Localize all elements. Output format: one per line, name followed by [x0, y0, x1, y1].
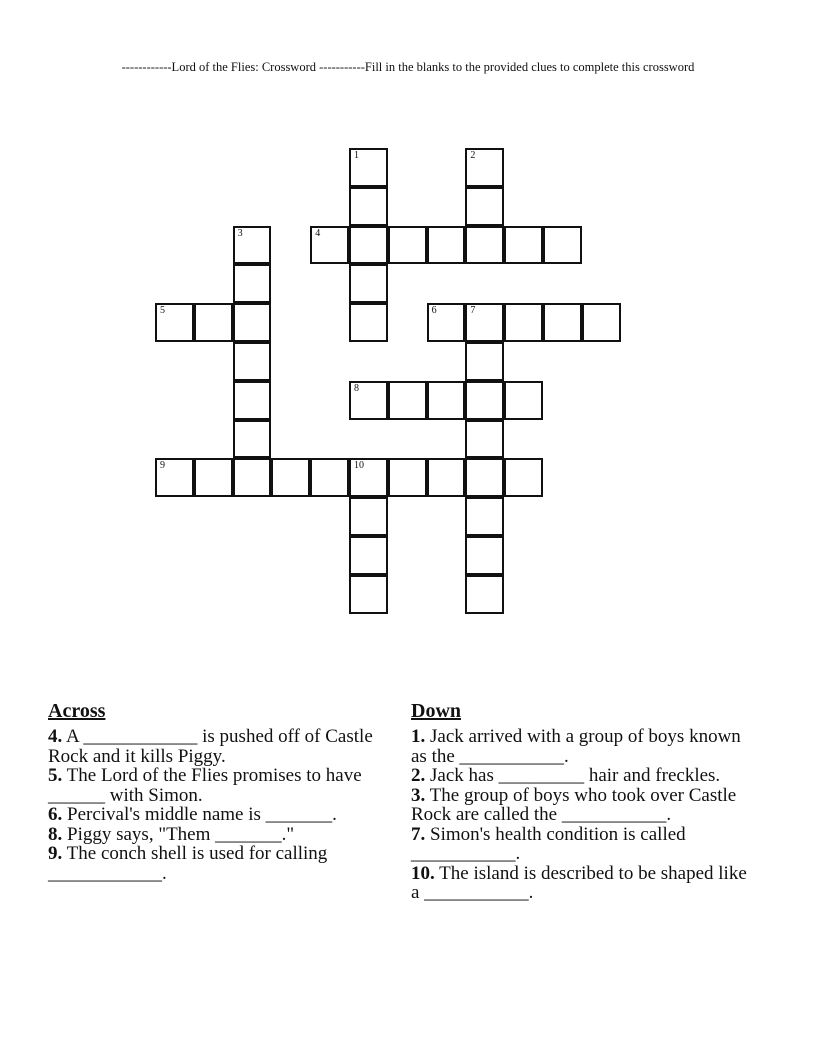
crossword-cell[interactable]: [233, 264, 272, 303]
crossword-cell[interactable]: [233, 226, 272, 265]
crossword-cell[interactable]: [465, 420, 504, 459]
crossword-cell[interactable]: [194, 458, 233, 497]
clue-number: 7.: [411, 823, 426, 845]
crossword-cell[interactable]: [233, 420, 272, 459]
clue-number: 10.: [411, 862, 435, 884]
cell-number: 10: [354, 460, 364, 472]
clue-across-9: [48, 844, 388, 883]
cell-number: 7: [470, 305, 476, 317]
crossword-cell[interactable]: [465, 497, 504, 536]
crossword-cell[interactable]: [233, 381, 272, 420]
crossword-cell[interactable]: [465, 303, 504, 342]
crossword-cell[interactable]: [465, 148, 504, 187]
crossword-cell[interactable]: [427, 381, 466, 420]
clue-text: Simon's health condition is called ___________.: [411, 823, 686, 864]
clue-down-7: [411, 825, 751, 864]
cell-number: 2: [470, 150, 476, 161]
crossword-cell[interactable]: [233, 458, 272, 497]
crossword-cell[interactable]: [504, 226, 543, 265]
clue-number: 1.: [411, 726, 426, 747]
crossword-cell[interactable]: [582, 303, 621, 342]
crossword-cell[interactable]: [233, 342, 272, 381]
cell-number: 3: [237, 227, 243, 239]
clue-text: The conch shell is used for calling ____________.: [48, 843, 328, 884]
clue-number: 8.: [48, 823, 63, 845]
across-clues: [48, 700, 388, 883]
crossword-cell[interactable]: [233, 303, 272, 342]
clue-text: A ____________ is pushed off of Castle Rock and it kills Piggy.: [48, 726, 373, 767]
crossword-cell[interactable]: [388, 381, 427, 420]
crossword-cell[interactable]: [504, 458, 543, 497]
crossword-cell[interactable]: [465, 342, 504, 381]
cell-number: 6: [431, 305, 437, 317]
clue-down-2: [411, 766, 751, 786]
cell-number: 5: [160, 305, 165, 317]
crossword-cell[interactable]: [349, 381, 388, 420]
clue-number: 2.: [411, 765, 426, 786]
cell-number: 1: [354, 150, 359, 161]
clue-number: 5.: [48, 765, 63, 786]
crossword-cell[interactable]: [349, 226, 388, 265]
clue-across-8: [48, 825, 388, 845]
crossword-cell[interactable]: [349, 497, 388, 536]
crossword-cell[interactable]: [155, 458, 194, 497]
crossword-cell[interactable]: [310, 458, 349, 497]
clue-across-4: [48, 727, 388, 766]
crossword-cell[interactable]: [349, 303, 388, 342]
clue-down-1: [411, 727, 751, 766]
cell-number: 8: [354, 382, 359, 394]
clue-text: Piggy says, "Them _______.": [62, 823, 295, 845]
across-heading: Across: [48, 700, 106, 722]
crossword-cell[interactable]: [349, 148, 388, 187]
crossword-cell[interactable]: [349, 264, 388, 303]
clue-across-5: [48, 766, 388, 805]
crossword-cell[interactable]: [194, 303, 233, 342]
crossword-cell[interactable]: [427, 458, 466, 497]
clue-down-10: [411, 864, 751, 903]
clue-text: The Lord of the Flies promises to have ______ with Simon.: [48, 765, 362, 806]
crossword-cell[interactable]: [310, 226, 349, 265]
crossword-cell[interactable]: [427, 303, 466, 342]
crossword-cell[interactable]: [465, 381, 504, 420]
crossword-cell[interactable]: [543, 226, 582, 265]
down-heading: Down: [411, 700, 462, 722]
clue-number: 9.: [48, 843, 63, 864]
crossword-cell[interactable]: [349, 458, 388, 497]
clue-number: 4.: [48, 726, 63, 747]
crossword-cell[interactable]: [465, 575, 504, 614]
crossword-cell[interactable]: [465, 536, 504, 575]
clue-across-6: [48, 805, 388, 825]
clue-text: Percival's middle name is _______.: [62, 804, 337, 825]
cell-number: 9: [160, 460, 165, 472]
down-clues: [411, 700, 751, 903]
clue-text: Jack has _________ hair and freckles.: [425, 765, 721, 786]
crossword-cell[interactable]: [349, 575, 388, 614]
crossword-cell[interactable]: [349, 536, 388, 575]
crossword-cell[interactable]: [349, 187, 388, 226]
clue-text: Jack arrived with a group of boys known as the ___________.: [411, 726, 741, 767]
clue-text: The group of boys who took over Castle Rock are called the ___________.: [411, 784, 737, 825]
crossword-cell[interactable]: [465, 226, 504, 265]
clue-down-3: [411, 786, 751, 825]
crossword-cell[interactable]: [465, 458, 504, 497]
crossword-cell[interactable]: [271, 458, 310, 497]
crossword-cell[interactable]: [543, 303, 582, 342]
crossword-cell[interactable]: [388, 226, 427, 265]
page-title: ------------Lord of the Flies: Crossword -----------Fill in the blanks to the provided clues to complete this crossword: [121, 60, 695, 74]
crossword-cell[interactable]: [504, 303, 543, 342]
crossword-cell[interactable]: [504, 381, 543, 420]
crossword-cell[interactable]: [427, 226, 466, 265]
clue-text: The island is described to be shaped like a ___________.: [411, 862, 747, 903]
crossword-cell[interactable]: [465, 187, 504, 226]
crossword-cell[interactable]: [388, 458, 427, 497]
crossword-cell[interactable]: [155, 303, 194, 342]
cell-number: 4: [315, 227, 321, 239]
clue-number: 3.: [411, 784, 426, 806]
clue-number: 6.: [48, 804, 63, 825]
